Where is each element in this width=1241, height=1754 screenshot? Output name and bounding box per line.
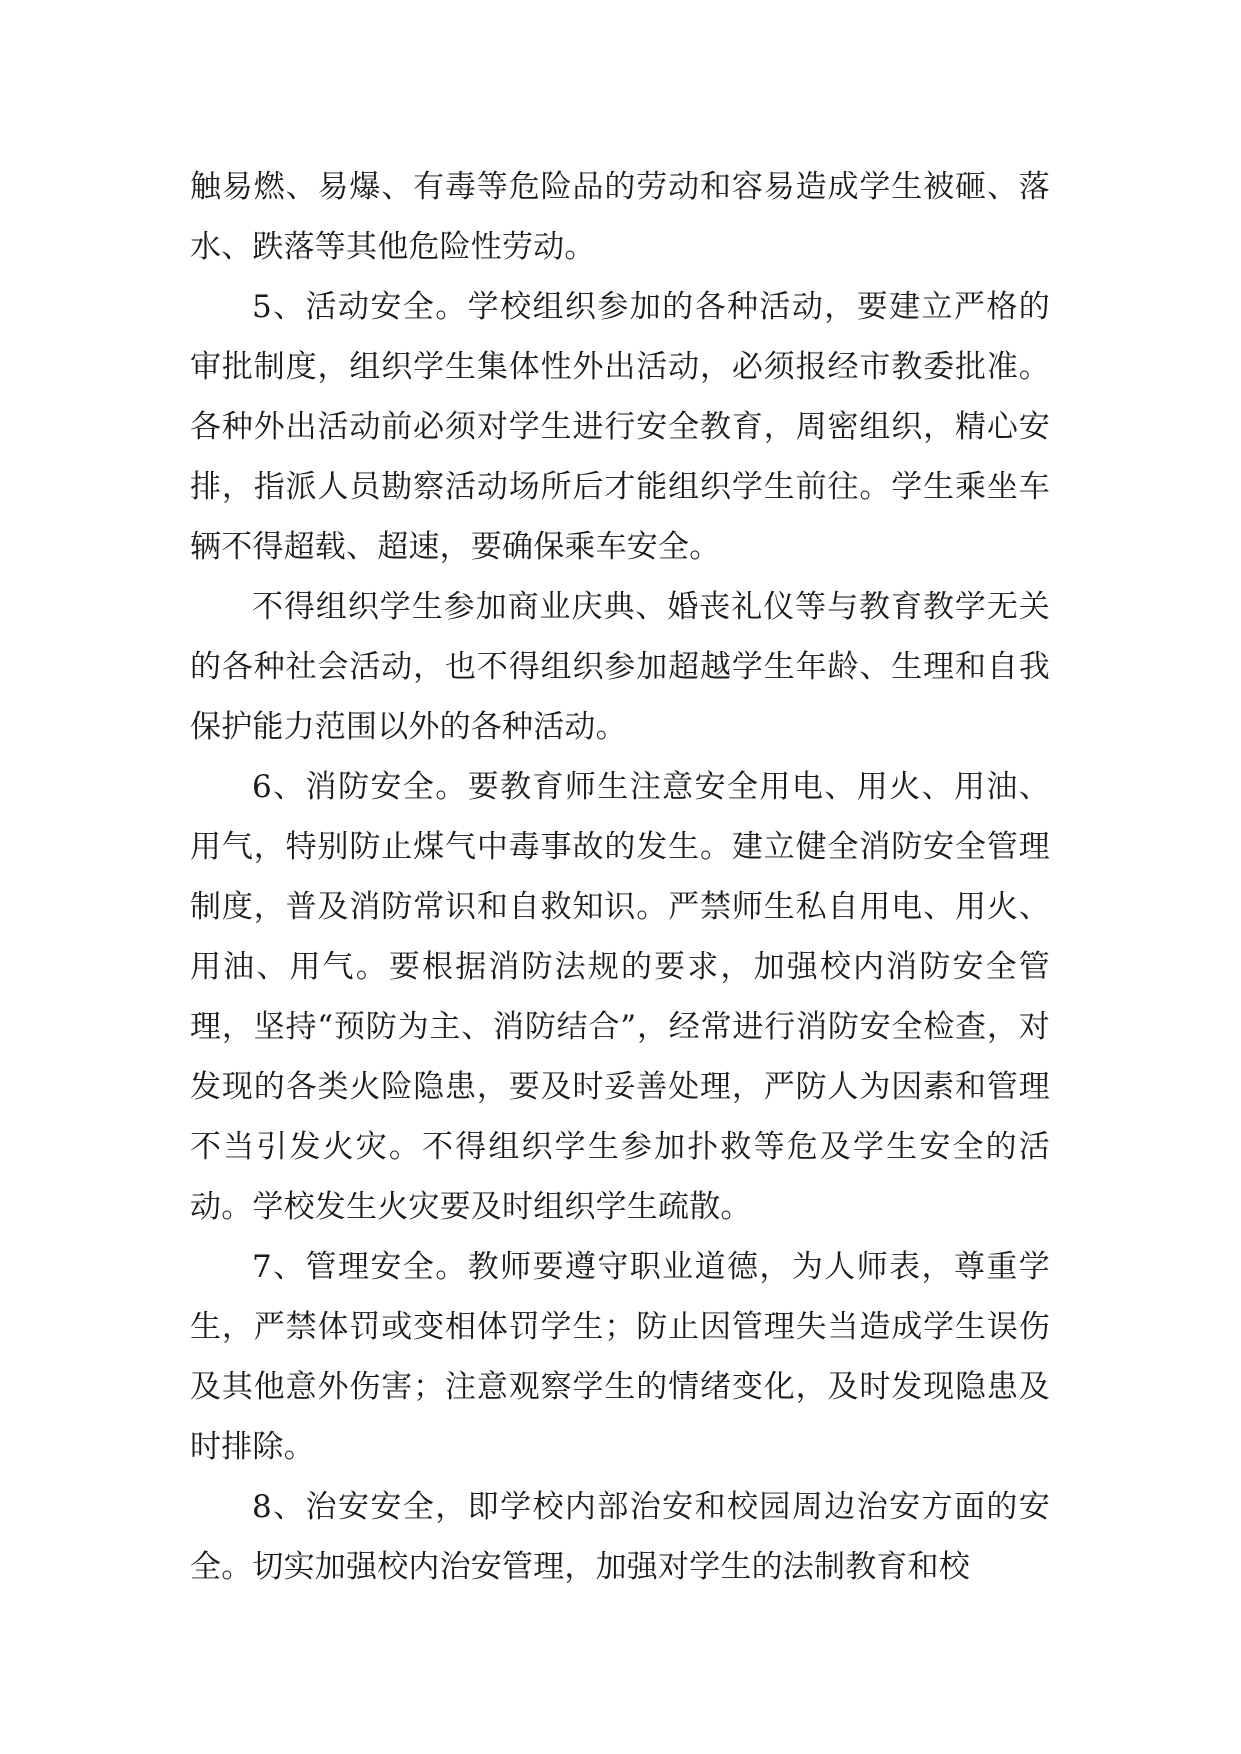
paragraph-continuation: 触易燃、易爆、有毒等危险品的劳动和容易造成学生被砸、落水、跌落等其他危险性劳动。 [190,169,1050,265]
paragraph-activity-safety: 5、活动安全。学校组织参加的各种活动，要建立严格的审批制度，组织学生集体性外出活动，必须报经市教委批准。各种外出活动前必须对学生进行安全教育，周密组织，精心安排，指派人员勘察活动场所后才能组织学生前往。学生乘坐车辆不得超载、超速，要确保乘车安全。 [190,289,1050,565]
paragraph-management-safety: 7、管理安全。教师要遵守职业道德，为人师表，尊重学生，严禁体罚或变相体罚学生；防止因管理失当造成学生误伤及其他意外伤害；注意观察学生的情绪变化，及时发现隐患及时排除。 [190,1249,1050,1465]
paragraph-activity-restrictions: 不得组织学生参加商业庆典、婚丧礼仪等与教育教学无关的各种社会活动，也不得组织参加超越学生年龄、生理和自我保护能力范围以外的各种活动。 [190,589,1050,745]
document-body [190,157,1050,1597]
paragraph-public-security: 8、治安安全，即学校内部治安和校园周边治安方面的安全。切实加强校内治安管理，加强对学生的法制教育和校 [190,1489,1050,1585]
paragraph-fire-safety: 6、消防安全。要教育师生注意安全用电、用火、用油、用气，特别防止煤气中毒事故的发生。建立健全消防安全管理制度，普及消防常识和自救知识。严禁师生私自用电、用火、用油、用气。要根据消防法规的要求，加强校内消防安全管理，坚持“预防为主、消防结合”，经常进行消防安全检查，对发现的各类火险隐患，要及时妥善处理，严防人为因素和管理不当引发火灾。不得组织学生参加扑救等危及学生安全的活动。学校发生火灾要及时组织学生疏散。 [190,769,1050,1225]
